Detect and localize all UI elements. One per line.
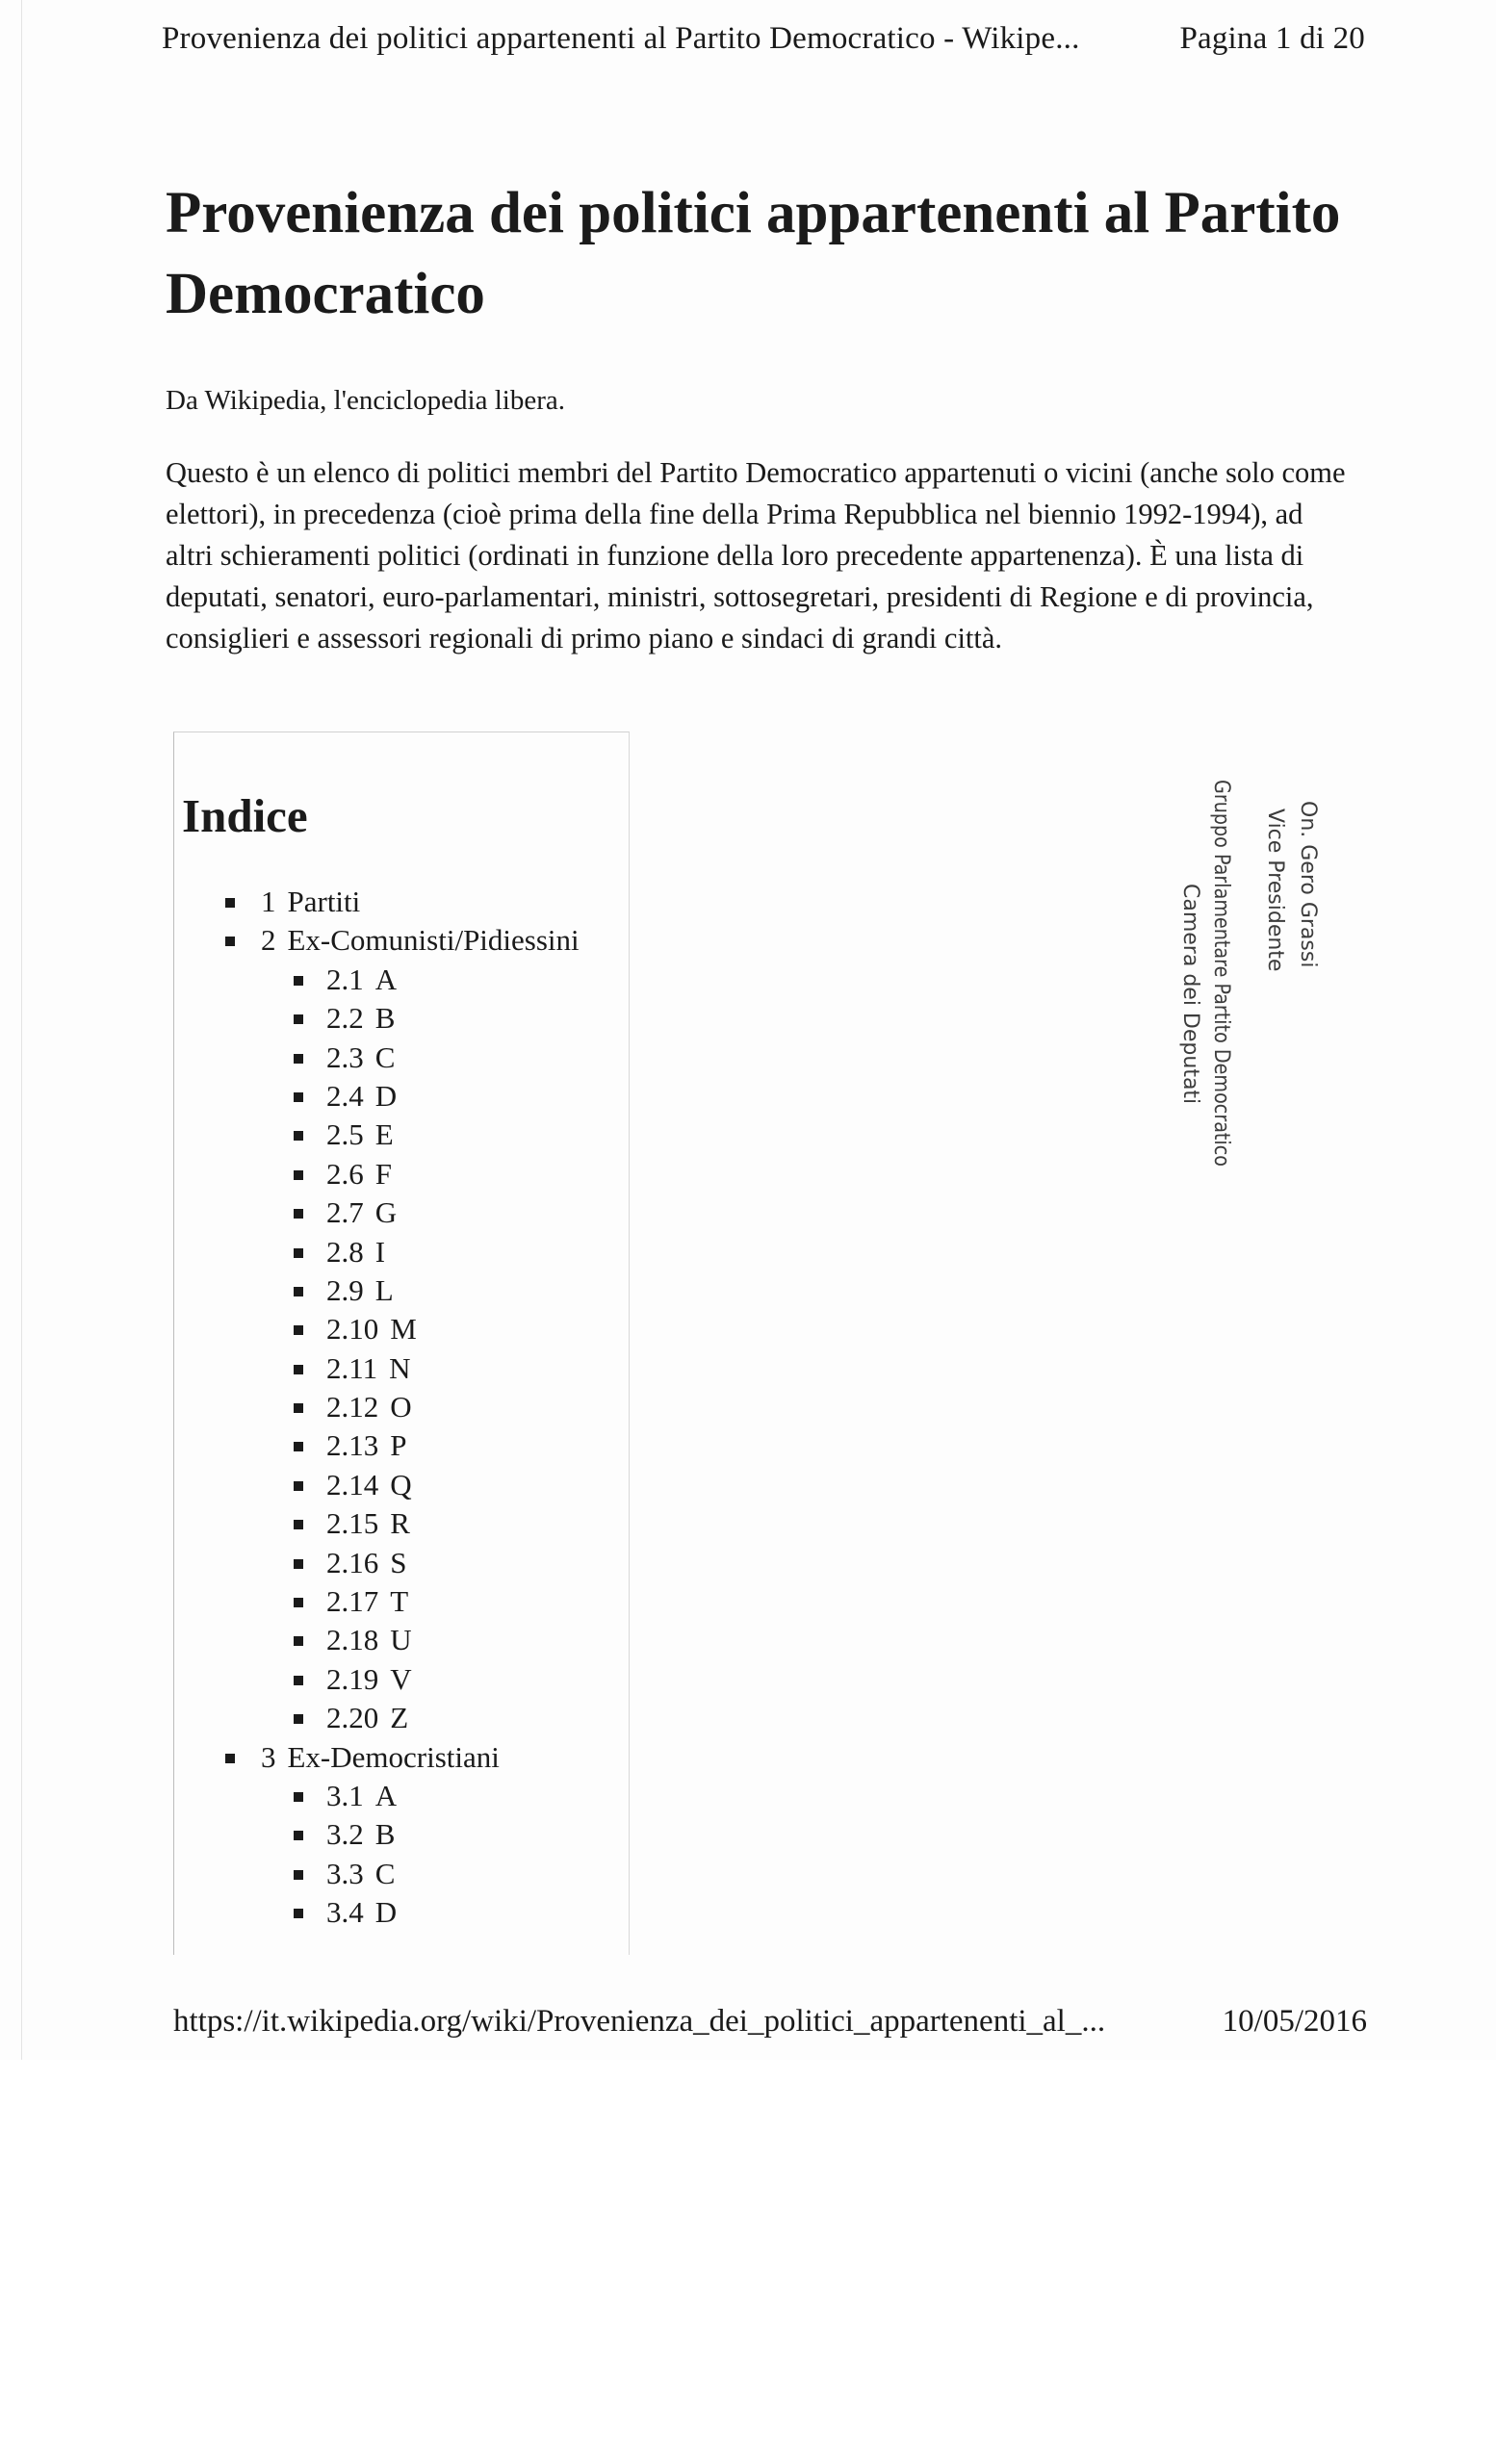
bullet-icon — [294, 976, 303, 986]
bullet-icon — [294, 1131, 303, 1141]
bullet-icon — [294, 1481, 303, 1491]
stamp-line: Gruppo Parlamentare Partito Democratico — [1209, 780, 1233, 1203]
toc-item-label: L — [374, 1272, 394, 1307]
toc-item-label: D — [374, 1895, 398, 1930]
toc-item[interactable] — [174, 1855, 580, 1893]
article-intro: Questo è un elenco di politici membri del Partito Democratico appartenuti o vicini (anche solo come elettori), in precedenza (cioè prima della fine della Prima Repubblica nel biennio 1992-1994), ad altri schieramenti politici (ordinati in funzione della loro precedente appartenenza). È una lista di deputati, senatori, euro-parlamentari, ministri, sottosegretari, presidenti di Regione e di provincia, consiglieri e assessori regionali di primo piano e sindaci di grandi città. — [166, 456, 1346, 654]
toc-item-number: 2.8 — [326, 1234, 364, 1269]
toc-item[interactable] — [174, 921, 580, 960]
toc-item-number: 2.7 — [326, 1195, 364, 1230]
toc-item-label: O — [390, 1390, 412, 1424]
bullet-icon — [294, 1676, 303, 1685]
toc-item-number: 2.15 — [326, 1506, 379, 1541]
bullet-icon — [294, 1170, 303, 1180]
toc-item-label: B — [374, 1817, 396, 1852]
toc-item-label: F — [374, 1156, 392, 1191]
toc-item-number: 3.3 — [326, 1856, 364, 1890]
toc-item-number: 2.16 — [326, 1545, 379, 1579]
toc-item-number: 2 — [261, 923, 276, 958]
toc-item[interactable] — [174, 1504, 580, 1543]
toc-item-number: 2.2 — [326, 1001, 364, 1036]
article-subtitle: Da Wikipedia, l'enciclopedia libera. — [166, 385, 565, 416]
bullet-icon — [294, 1403, 303, 1413]
toc-item[interactable] — [174, 1815, 580, 1854]
stamp-graphic — [1155, 780, 1338, 1203]
bullet-icon — [294, 1520, 303, 1529]
toc-item[interactable] — [174, 1699, 580, 1737]
toc-item[interactable] — [174, 1194, 580, 1232]
bullet-icon — [294, 1287, 303, 1296]
bullet-icon — [294, 1054, 303, 1064]
deputy-stamp — [1155, 780, 1338, 1203]
toc-item-label: E — [374, 1117, 394, 1152]
stamp-line: On. Gero Grassi — [1296, 801, 1320, 968]
toc-title: Indice — [182, 789, 308, 842]
toc-item[interactable] — [174, 999, 580, 1038]
toc-item-number: 1 — [261, 885, 276, 918]
page-edge — [21, 0, 22, 2060]
toc-item[interactable] — [174, 1388, 580, 1426]
print-date: 10/05/2016 — [1222, 2004, 1367, 2039]
toc-item-number: 3.4 — [326, 1895, 364, 1930]
bullet-icon — [294, 1831, 303, 1840]
page-number: Pagina 1 di 20 — [1179, 21, 1365, 56]
print-header — [162, 21, 1365, 57]
toc-item-number: 3.1 — [326, 1778, 364, 1812]
bullet-icon — [294, 1870, 303, 1880]
toc-item[interactable] — [174, 1738, 580, 1777]
page-url: https://it.wikipedia.org/wiki/Provenienza_dei_politici_appartenenti_al_... — [173, 2004, 1106, 2039]
toc-item-label: C — [374, 1856, 396, 1890]
toc-item-label: P — [390, 1428, 407, 1463]
bullet-icon — [294, 1092, 303, 1102]
toc-item[interactable] — [174, 1155, 580, 1194]
toc-item-number: 2.17 — [326, 1584, 379, 1619]
toc-item-number: 2.14 — [326, 1467, 379, 1502]
toc-item-number: 2.12 — [326, 1390, 379, 1424]
toc-item-number: 2.1 — [326, 962, 364, 996]
toc-item-label: Ex-Democristiani — [287, 1739, 500, 1774]
toc-item-label: S — [390, 1545, 407, 1579]
bullet-icon — [294, 1209, 303, 1219]
toc-item-number: 2.6 — [326, 1156, 364, 1191]
toc-item-label: A — [374, 962, 398, 996]
toc-item[interactable] — [174, 1544, 580, 1582]
toc-item-label: I — [374, 1234, 386, 1269]
toc-item-number: 3.2 — [326, 1817, 364, 1852]
toc-item[interactable] — [174, 1271, 580, 1310]
toc-item[interactable] — [174, 1233, 580, 1271]
bullet-icon — [294, 1365, 303, 1374]
toc-list — [174, 883, 580, 1933]
toc-item[interactable] — [174, 961, 580, 999]
toc-item-label: A — [374, 1778, 398, 1812]
toc-item[interactable] — [174, 1039, 580, 1077]
toc-item-label: D — [374, 1078, 398, 1113]
bullet-icon — [294, 1248, 303, 1258]
toc-item-label: M — [390, 1312, 417, 1347]
bullet-icon — [294, 1636, 303, 1646]
toc-item-number: 2.11 — [326, 1350, 378, 1385]
bullet-icon — [294, 1792, 303, 1802]
print-header-title: Provenienza dei politici appartenenti al Partito Democratico - Wikipe... — [162, 21, 1080, 56]
toc-item-label: Q — [390, 1467, 412, 1502]
toc-item-number: 2.20 — [326, 1701, 379, 1735]
toc-item-label: U — [390, 1623, 412, 1657]
toc-item-number: 2.4 — [326, 1078, 364, 1113]
bullet-icon — [225, 937, 235, 946]
bullet-icon — [225, 898, 235, 908]
toc-item-label: B — [374, 1001, 396, 1036]
toc-item[interactable] — [174, 1077, 580, 1116]
toc-item[interactable] — [174, 1621, 580, 1659]
bullet-icon — [294, 1598, 303, 1607]
toc-item-number: 2.3 — [326, 1040, 364, 1074]
toc-item-label: Z — [390, 1701, 409, 1735]
toc-item-number: 2.19 — [326, 1661, 379, 1696]
toc-item[interactable] — [174, 1582, 580, 1621]
toc-item-number: 2.18 — [326, 1623, 379, 1657]
toc-item-label: N — [389, 1350, 411, 1385]
toc-item[interactable] — [174, 1310, 580, 1348]
toc-item-number: 2.9 — [326, 1272, 364, 1307]
toc-item-number: 3 — [261, 1739, 276, 1774]
toc-item-label: T — [390, 1584, 409, 1619]
stamp-line: Vice Presidente — [1263, 808, 1287, 972]
bullet-icon — [294, 1714, 303, 1724]
toc-item-label: V — [390, 1661, 412, 1696]
toc-item[interactable] — [174, 1893, 580, 1932]
toc-item[interactable] — [174, 1349, 580, 1388]
bullet-icon — [225, 1754, 235, 1763]
bullet-icon — [294, 1909, 303, 1918]
toc-item[interactable] — [174, 1466, 580, 1504]
print-footer — [173, 2004, 1367, 2040]
toc-item[interactable] — [174, 1660, 580, 1699]
stamp-line: Camera dei Deputati — [1178, 884, 1202, 1105]
toc-item[interactable] — [174, 883, 580, 921]
bullet-icon — [294, 1442, 303, 1451]
toc-item-label: R — [390, 1506, 410, 1541]
toc-item[interactable] — [174, 1426, 580, 1465]
toc-item-label: G — [374, 1195, 398, 1230]
toc-item[interactable] — [174, 1116, 580, 1154]
toc-item-label: C — [374, 1040, 396, 1074]
bullet-icon — [294, 1325, 303, 1335]
toc-item-number: 2.13 — [326, 1428, 379, 1463]
page-title: Provenienza dei politici appartenenti al Partito Democratico — [166, 181, 1341, 326]
toc-item-label: Ex-Comunisti/Pidiessini — [287, 923, 580, 958]
bullet-icon — [294, 1014, 303, 1024]
toc-item[interactable] — [174, 1777, 580, 1815]
toc-item-number: 2.10 — [326, 1312, 379, 1347]
bullet-icon — [294, 1559, 303, 1569]
table-of-contents — [173, 732, 630, 1955]
toc-item-label: Partiti — [287, 885, 361, 918]
toc-item-number: 2.5 — [326, 1117, 364, 1152]
